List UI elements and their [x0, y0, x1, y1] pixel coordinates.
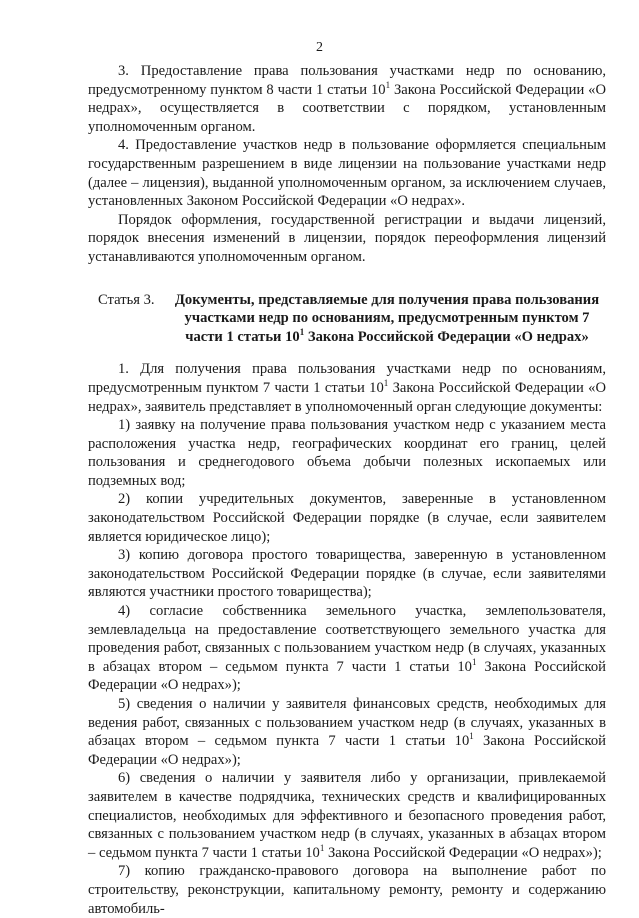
list-item-3: 3) копию договора простого товарищества, заверенную в установленном законодательством Российской Федерации порядке (в случае, если заявителями являются участники простого товарищества); [88, 547, 606, 601]
article-heading [88, 291, 606, 347]
paragraph-1: 1. Для получения права пользования участками недр по основаниям, предусмотренным пунктом 7 части 1 статьи $10^1$ Закона Российской Федерации «О недрах», заявитель представляет в уполномоченный орган следующие документы: [88, 361, 606, 415]
list-item-6: 6) сведения о наличии у заявителя либо у организации, привлекаемой заявителем в качестве подрядчика, технических средств и квалифицированных специалистов, необходимых для эффективного и безопасного проведения работ, связанных с пользованием участком недр (в случаях, указанных в абзацах втором – седьмом пункта 7 части 1 статьи $10^1$ Закона Российской Федерации «О недрах»); [88, 770, 606, 861]
page-number: 2 [316, 40, 323, 55]
paragraph-license-procedure: Порядок оформления, государственной регистрации и выдачи лицензий, порядок внесения изменений в лицензии, порядок переоформления лицензий устанавливаются уполномоченным органом. [88, 211, 606, 265]
list-item-5: 5) сведения о наличии у заявителя финансовых средств, необходимых для ведения работ, связанных с пользованием участком недр (в случаях, указанных в абзацах втором – седьмом пункта 7 части 1 статьи $10^1$ Закона Российской Федерации «О недрах»); [88, 696, 606, 768]
article-label: Статья 3. [98, 291, 155, 308]
paragraph-4: 4. Предоставление участков недр в пользование оформляется специальным государственным разрешением в виде лицензии на пользование участками недр (далее – лицензия), выданной уполномоченным органом, за исключением случаев, установленных Законом Российской Федерации «О недрах». [88, 137, 606, 210]
list-item-1: 1) заявку на получение права пользования участком недр с указанием места расположения участка недр, географических координат его границ, целей пользования и среднегодового объема добычи полезных ископаемых или подземных вод; [88, 417, 606, 489]
list-item-4: 4) согласие собственника земельного участка, землепользователя, землевладельца на предоставление соответствующего земельного участка для проведения работ, связанных с пользованием участком недр (в случаях, указанных в абзацах втором – седьмом пункта 7 части 1 статьи $10^1$ Закона Российской Федерации «О недрах»); [88, 603, 606, 694]
list-item-7: 7) копию гражданско-правового договора на выполнение работ по строительству, реконструкции, капитальному ремонту, ремонту и содержанию автомобиль- [88, 863, 606, 917]
document-body [88, 62, 606, 918]
list-item-2: 2) копии учредительных документов, заверенные в установленном законодательством Российской Федерации порядке (в случае, если заявителем является юридическое лицо); [88, 491, 606, 545]
paragraph-3: 3. Предоставление права пользования участками недр по основанию, предусмотренному пунктом 8 части 1 статьи $10^1$ Закона Российской Федерации «О недрах», осуществляется в соответствии с порядком, установленным уполномоченным органом. [88, 63, 606, 135]
article-title: Документы, представляемые для получения права пользования участками недр по основаниям, предусмотренным пунктом 7 части 1 статьи $10^1$ Закона Российской Федерации «О недрах» [174, 291, 600, 345]
